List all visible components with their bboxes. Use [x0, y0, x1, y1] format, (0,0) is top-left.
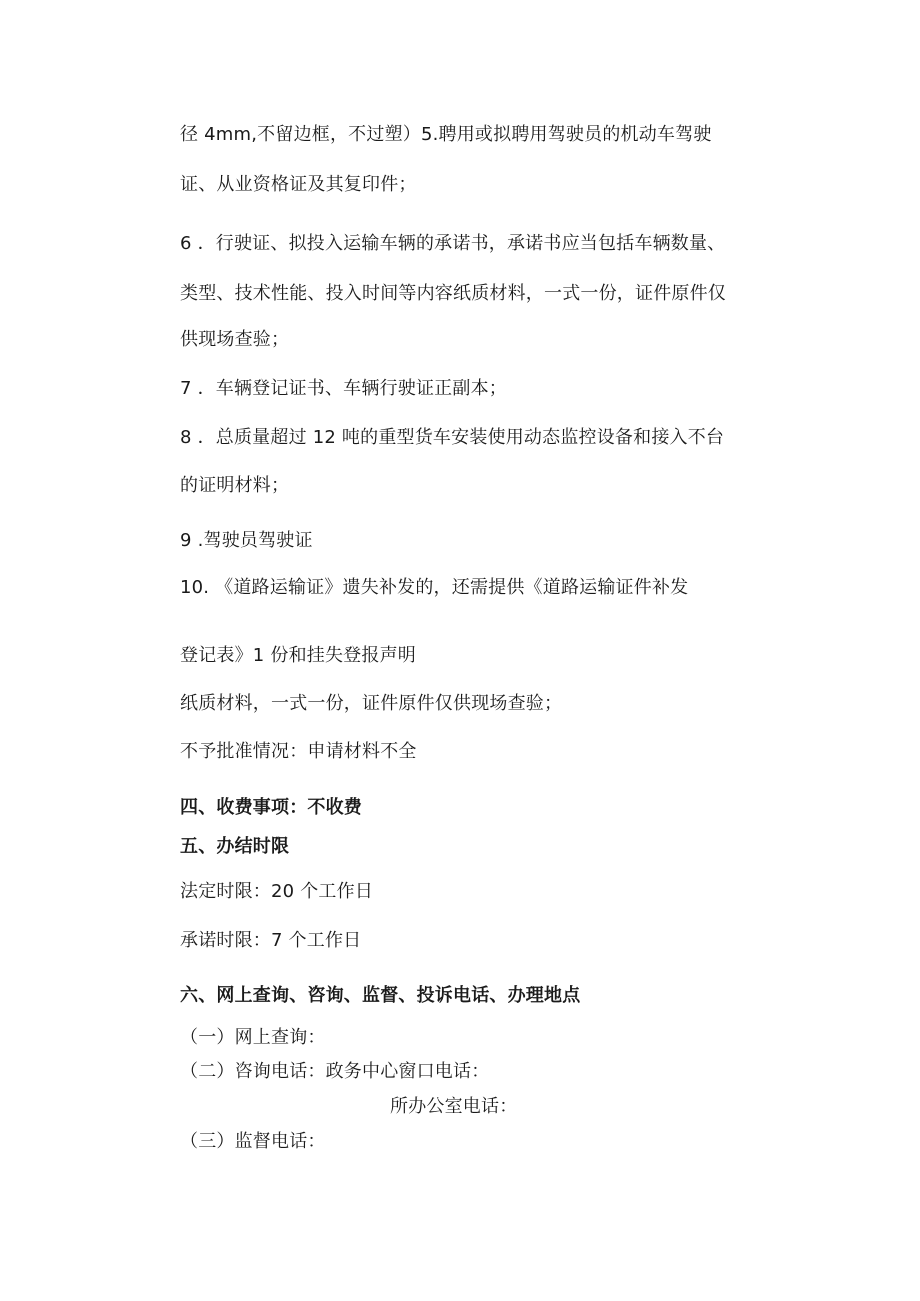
section-heading-fees: 四、收费事项：不收费 [180, 797, 362, 818]
section-heading-time-limit: 五、办结时限 [180, 836, 290, 857]
body-text-line: 类型、技术性能、投入时间等内容纸质材料，一式一份，证件原件仅 [180, 283, 726, 304]
list-item-10: 10. 《道路运输证》遗失补发的，还需提供《道路运输证件补发 [180, 577, 689, 598]
legal-time-limit: 法定时限：20 个工作日 [180, 881, 374, 902]
body-text-line: 供现场查验； [180, 329, 290, 350]
promised-time-limit: 承诺时限：7 个工作日 [180, 930, 362, 951]
list-item-6: 6 ．行驶证、拟投入运输车辆的承诺书，承诺书应当包括车辆数量、 [180, 233, 726, 254]
contact-item-online-query: （一）网上查询： [180, 1027, 326, 1048]
list-item-8: 8 ．总质量超过 12 吨的重型货车安装使用动态监控设备和接入不台 [180, 427, 725, 448]
body-text-line: 径 4mm,不留边框，不过塑）5.聘用或拟聘用驾驶员的机动车驾驶 [180, 124, 712, 145]
list-item-7: 7 ．车辆登记证书、车辆行驶证正副本； [180, 378, 507, 399]
section-heading-contacts: 六、网上查询、咨询、监督、投诉电话、办理地点 [180, 985, 581, 1006]
body-text-line: 的证明材料； [180, 475, 290, 496]
body-text-line: 纸质材料，一式一份，证件原件仅供现场查验； [180, 693, 563, 714]
body-text-line: 证、从业资格证及其复印件； [180, 174, 417, 195]
contact-item-consult-phone: （二）咨询电话：政务中心窗口电话： [180, 1061, 490, 1082]
list-item-9: 9 .驾驶员驾驶证 [180, 530, 313, 551]
body-text-line: 不予批准情况：申请材料不全 [180, 741, 417, 762]
body-text-line: 登记表》1 份和挂失登报声明 [180, 645, 416, 666]
contact-item-supervision-phone: （三）监督电话： [180, 1131, 326, 1152]
contact-item-office-phone: 所办公室电话： [390, 1096, 518, 1117]
